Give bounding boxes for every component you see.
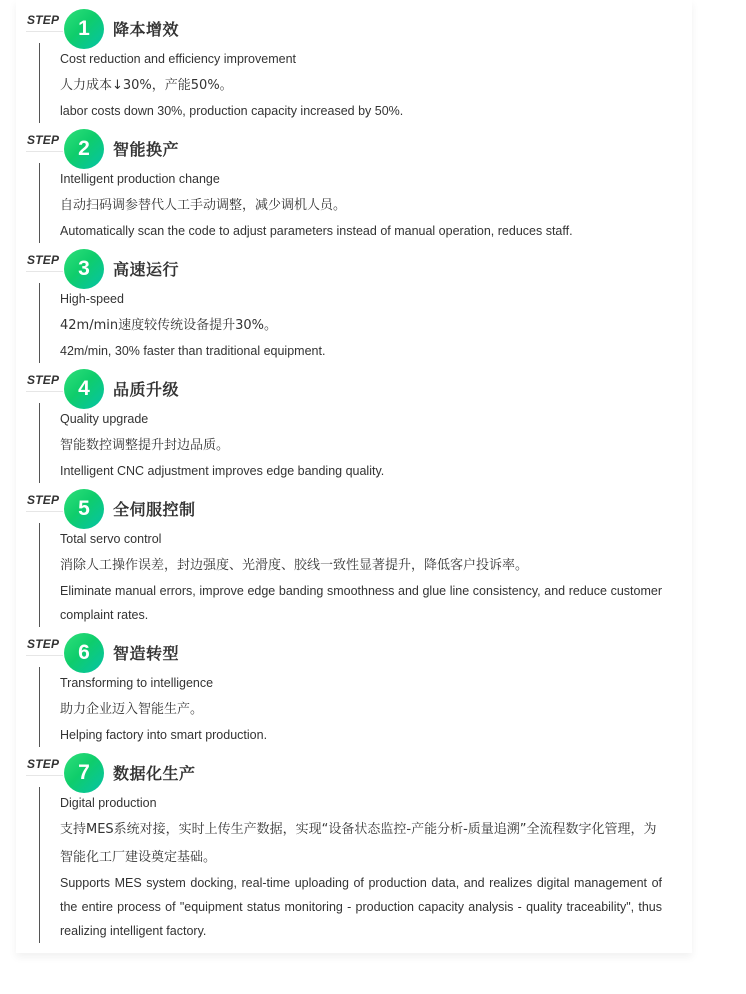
- step-number-badge: 2: [64, 129, 104, 169]
- step-number-badge: 6: [64, 633, 104, 673]
- steps-card: [16, 0, 692, 953]
- step-subtitle: Intelligent production change: [60, 172, 220, 186]
- step-number-badge: 3: [64, 249, 104, 289]
- timeline-line: [39, 403, 40, 483]
- timeline-line: [39, 43, 40, 123]
- step-tag: STEP: [27, 493, 60, 507]
- timeline-line: [39, 667, 40, 747]
- step-description-en: Eliminate manual errors, improve edge banding smoothness and glue line consistency, and reduce customer complaint rates.: [60, 584, 662, 622]
- step-subtitle: Cost reduction and efficiency improvement: [60, 52, 296, 66]
- step-subtitle: Transforming to intelligence: [60, 676, 214, 690]
- step-number-badge: 7: [64, 753, 104, 793]
- step-tag: STEP: [27, 757, 60, 771]
- step-title: 高速运行: [113, 260, 180, 279]
- step-description-en: labor costs down 30%, production capacity increased by 50%.: [60, 104, 404, 118]
- step-title: 全伺服控制: [113, 500, 196, 519]
- step-tag: STEP: [27, 13, 60, 27]
- step-description-cn: 自动扫码调参替代人工手动调整，减少调机人员。: [60, 198, 347, 213]
- step-description-cn: 42m/min速度较传统设备提升30%。: [60, 318, 277, 333]
- step-title: 智造转型: [113, 644, 180, 663]
- step-tag: STEP: [27, 133, 60, 147]
- step-title: 数据化生产: [113, 764, 196, 783]
- step-subtitle: Quality upgrade: [60, 412, 149, 426]
- step-description-en: Intelligent CNC adjustment improves edge banding quality.: [60, 464, 385, 478]
- step-description-en: Automatically scan the code to adjust parameters instead of manual operation, reduces staff.: [60, 224, 573, 238]
- step-title: 智能换产: [113, 140, 180, 159]
- step-description-cn: 智能数控调整提升封边品质。: [60, 438, 230, 453]
- timeline-line: [39, 787, 40, 943]
- timeline-line: [39, 523, 40, 627]
- step-description-en: 42m/min, 30% faster than traditional equipment.: [60, 344, 326, 358]
- timeline-line: [39, 283, 40, 363]
- step-description-en: Supports MES system docking, real-time uploading of production data, and realizes digital management of the entire process of "equipment status monitoring - production capacity analysis - quality traceability", thus realizing intelligent factory.: [60, 876, 662, 938]
- step-subtitle: High-speed: [60, 292, 124, 306]
- step-tag: STEP: [27, 373, 60, 387]
- step-description-en: Helping factory into smart production.: [60, 728, 268, 742]
- step-description-cn: 人力成本↓30%，产能50%。: [60, 78, 233, 93]
- step-number-badge: 4: [64, 369, 104, 409]
- step-description-cn: 支持MES系统对接，实时上传生产数据，实现“设备状态监控-产能分析-质量追溯”全流程数字化管理，为智能化工厂建设奠定基础。: [60, 822, 657, 865]
- timeline-line: [39, 163, 40, 243]
- step-title: 降本增效: [113, 20, 180, 39]
- step-subtitle: Digital production: [60, 796, 157, 810]
- step-number-badge: 5: [64, 489, 104, 529]
- step-number-badge: 1: [64, 9, 104, 49]
- step-title: 品质升级: [113, 380, 180, 399]
- step-description-cn: 消除人工操作误差，封边强度、光滑度、胶线一致性显著提升，降低客户投诉率。: [60, 558, 529, 573]
- step-description-cn: 助力企业迈入智能生产。: [60, 702, 204, 717]
- step-tag: STEP: [27, 253, 60, 267]
- step-tag: STEP: [27, 637, 60, 651]
- step-subtitle: Total servo control: [60, 532, 162, 546]
